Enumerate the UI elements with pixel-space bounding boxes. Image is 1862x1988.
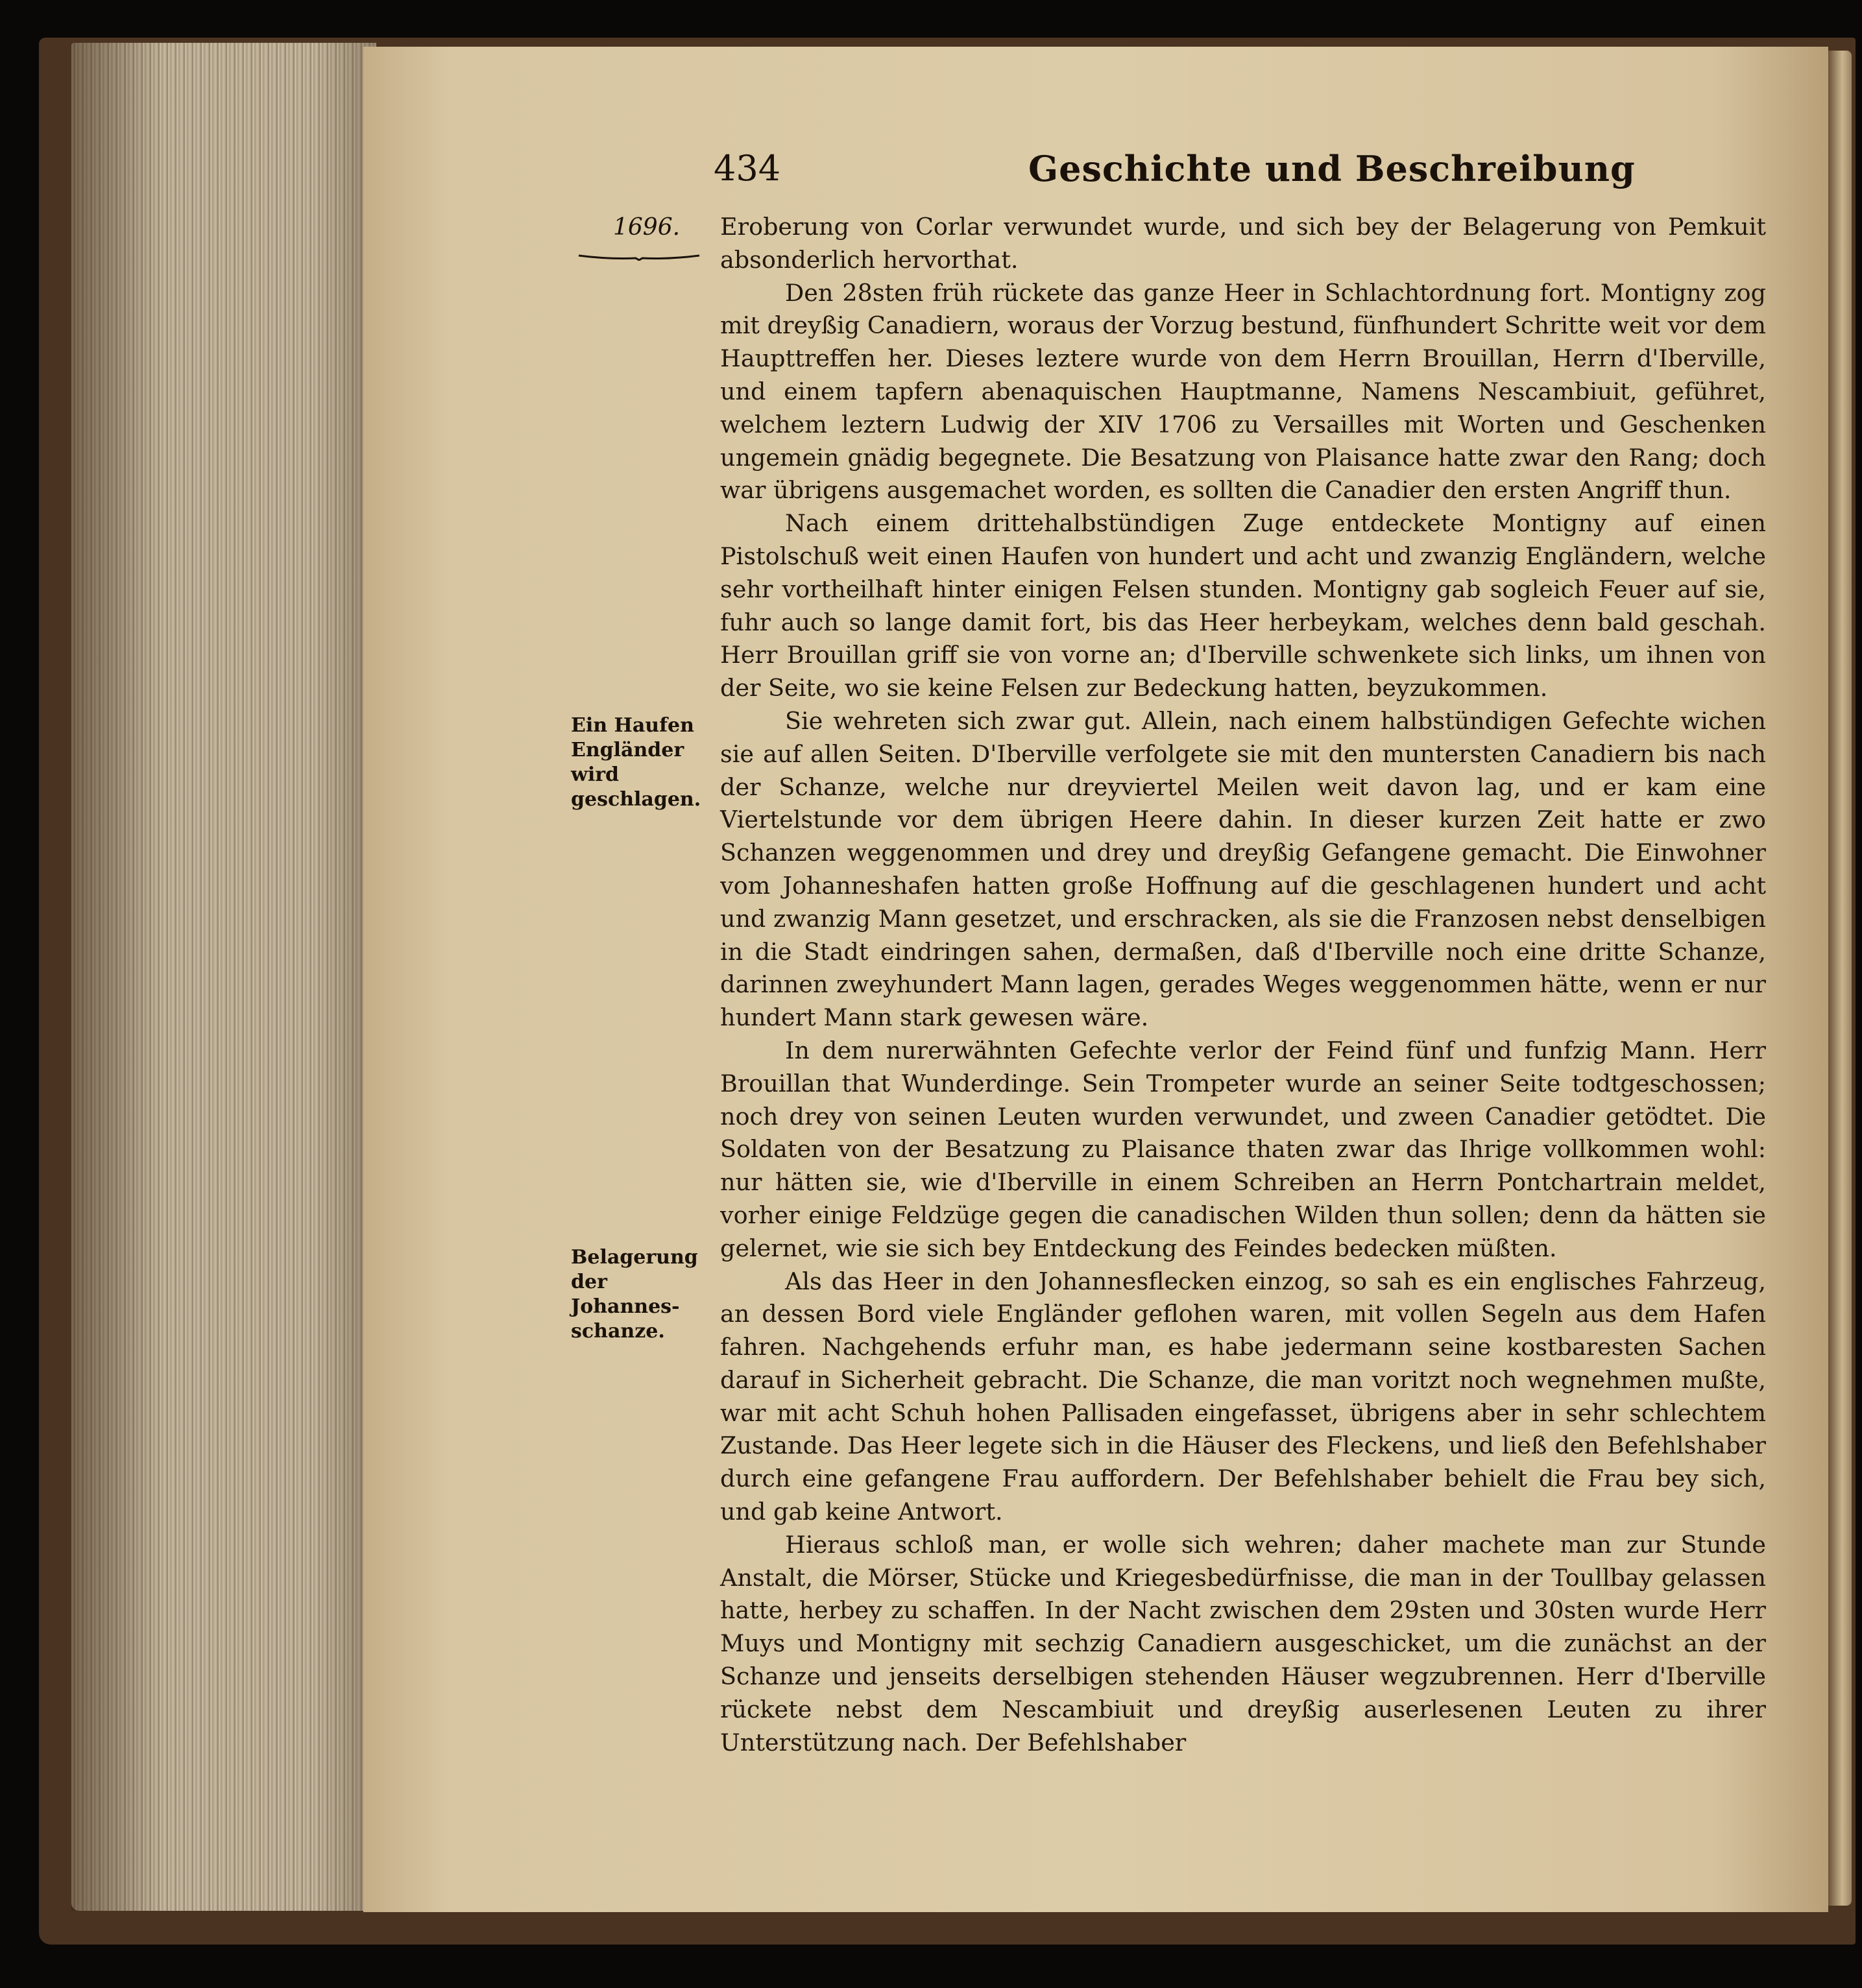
year-bracket-icon (577, 254, 701, 261)
paragraph: Den 28sten früh rückete das ganze Heer in Schlachtordnung fort. Montigny zog mit dreyßig Canadiern, woraus der Vorzug bestund, fünfhundert Schritte weit vor dem Haupttreffen her. Dieses leztere wurde von dem Herrn Brouillan, Herrn d'Iberville, und einem tapfern abenaquischen Hauptmanne, Namens Nescambiuit, geführet, welchem leztern Ludwig der XIV 1706 zu Versailles mit Worten und Geschenken ungemein gnädig begegnete. Die Besatzung von Plaisance hatte zwar den Rang; doch war übrigens ausgemachet worden, es sollten die Canadier den ersten Angriff thun. (720, 278, 1766, 505)
paragraph: Sie wehreten sich zwar gut. Allein, nach einem halbstündigen Gefechte wichen sie auf allen Seiten. D'Iberville verfolgete sie mit den muntersten Canadiern bis nach der Schanze, welche nur dreyviertel Meilen weit davon lag, und er kam eine Viertelstunde vor dem übrigen Heere dahin. In dieser kurzen Zeit hatte er zwo Schanzen weggenommen und drey und dreyßig Gefangene gemacht. Die Einwohner vom Johanneshafen hatten große Hoffnung auf die geschlagenen hundert und acht und zwanzig Mann gesetzet, und erschracken, als sie die Franzosen nebst denselbigen in die Stadt eindringen sahen, dermaßen, daß d'Iberville noch eine dritte Schanze, darinnen zweyhundert Mann lagen, gerades Weges weggenommen hätte, wenn er nur hundert Mann stark gewesen wäre. (720, 706, 1766, 1032)
body-text (720, 211, 1766, 1759)
paragraph: Als das Heer in den Johannesflecken einzog, so sah es ein englisches Fahrzeug, an dessen Bord viele Engländer geflohen waren, mit vollen Segeln aus dem Hafen fahren. Nachgehends erfuhr man, es habe jedermann seine kostbaresten Sachen darauf in Sicherheit gebracht. Die Schanze, die man voritzt noch wegnehmen mußte, war mit acht Schuh hohen Pallisaden eingefasset, übrigens aber in sehr schlechtem Zustande. Das Heer legete sich in die Häuser des Fleckens, und ließ den Befehlshaber durch eine gefangene Frau auffordern. Der Befehlshaber behielt die Frau bey sich, und gab keine Antwort. (720, 1267, 1766, 1526)
margin-year: 1696. (613, 214, 681, 241)
page-number: 434 (714, 148, 781, 189)
next-page-edge (1828, 51, 1852, 1906)
margin-note-englaender: Ein Haufen Engländer wird geschlagen. (571, 714, 701, 811)
book-fore-edge (71, 43, 376, 1911)
paragraph: Nach einem drittehalbstündigen Zuge entdeckete Montigny auf einen Pistolschuß weit einen Haufen von hundert und acht und zwanzig Engländern, welche sehr vortheilhaft hinter einigen Felsen stunden. Montigny gab sogleich Feuer auf sie, fuhr auch so lange damit fort, bis das Heer herbeykam, welches denn bald geschah. Herr Brouillan griff sie von vorne an; d'Iberville schwenkete sich links, um ihnen von der Seite, wo sie keine Felsen zur Bedeckung hatten, beyzukommen. (720, 509, 1766, 702)
running-title: Geschichte und Beschreibung (1028, 148, 1636, 189)
paragraph: Eroberung von Corlar verwundet wurde, und sich bey der Belagerung von Pemkuit absonderlich hervorthat. (720, 213, 1766, 274)
paragraph: In dem nurerwähnten Gefechte verlor der Feind fünf und funfzig Mann. Herr Brouillan that Wunderdinge. Sein Trompeter wurde an seiner Seite todtgeschossen; noch drey von seinen Leuten wurden verwundet, und zween Canadier getödtet. Die Soldaten von der Besatzung zu Plaisance thaten zwar das Ihrige vollkommen wohl: nur hätten sie, wie d'Iberville in einem Schreiben an Herrn Pontchartrain meldet, vorher einige Feldzüge gegen die canadischen Wilden thun sollen; denn da hätten sie gelernet, wie sie sich bey Entdeckung des Feindes bedecken müßten. (720, 1036, 1766, 1262)
paragraph: Hieraus schloß man, er wolle sich wehren; daher machete man zur Stunde Anstalt, die Mörser, Stücke und Kriegesbedürfnisse, die man in der Toullbay gelassen hatte, herbey zu schaffen. In der Nacht zwischen dem 29sten und 30sten wurde Herr Muys und Montigny mit sechzig Canadiern ausgeschicket, um die zunächst an der Schanze und jenseits derselbigen stehenden Häuser wegzubrennen. Herr d'Iberville rückete nebst dem Nescambiuit und dreyßig auserlesenen Leuten zu ihrer Unterstützung nach. Der Befehlshaber (720, 1530, 1766, 1756)
margin-note-belagerung: Belagerung der Johannes-schanze. (571, 1246, 698, 1343)
page-header (714, 148, 1804, 200)
